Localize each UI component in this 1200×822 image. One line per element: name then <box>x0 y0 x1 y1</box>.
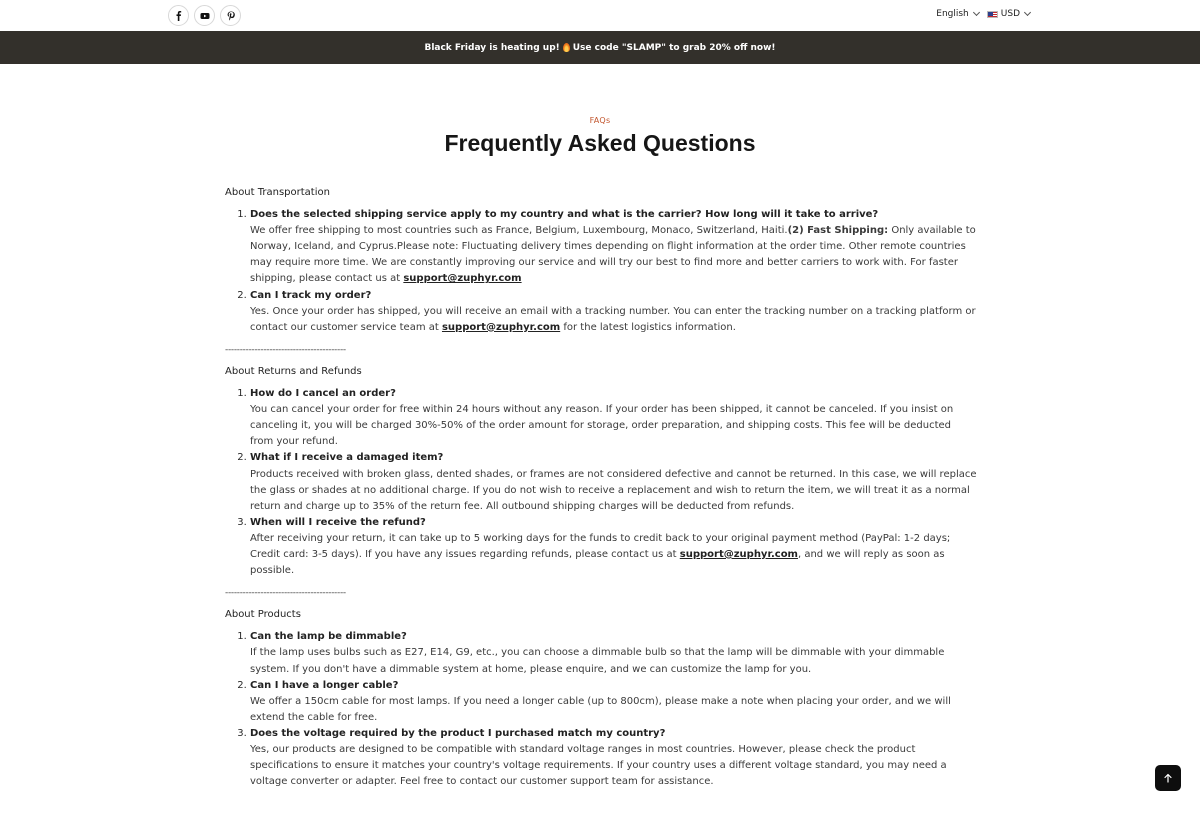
faq-list-transportation <box>225 207 977 336</box>
section-title-returns: About Returns and Refunds <box>225 365 362 377</box>
faq-answer: You can cancel your order for free within 24 hours without any reason. If your order has been shipped, it cannot be canceled. If you insist on canceling it, you will be charged 30%-50% of the order amount for storage, order preparation, and shipping costs. This fee will be deducted from your refund. <box>250 404 954 448</box>
youtube-icon <box>200 11 210 21</box>
page-title: Frequently Asked Questions <box>444 130 756 156</box>
back-to-top-button[interactable] <box>1155 765 1181 791</box>
faq-question: 1. How do I cancel an order? <box>250 388 396 400</box>
facebook-link[interactable] <box>168 5 189 26</box>
faq-answer: We offer a 150cm cable for most lamps. If you need a longer cable (up to 800cm), please make a note when placing your order, and we will extend the cable for free. <box>250 695 951 723</box>
currency-label: USD <box>1000 9 1020 19</box>
answer-text: , and we will reply as soon as possible. <box>250 548 945 577</box>
chevron-down-icon <box>1024 9 1031 16</box>
answer-text: Yes. Once your order has shipped, you will receive an email with a tracking number. You can enter the tracking number on a tracking platform or contact our customer service team at <box>250 305 976 333</box>
faq-item <box>250 207 977 287</box>
faq-content <box>225 185 977 790</box>
faq-answer: Yes, our products are designed to be compatible with standard voltage ranges in most countries. However, please check the product specifications to ensure it matches your country's voltage requirements. If your country uses a different voltage standard, you may need a voltage converter or adapter. Feel free to contact our customer support team for assistance. <box>250 744 947 788</box>
section-title-transportation: About Transportation <box>225 187 330 198</box>
faq-item <box>250 288 977 336</box>
language-label: English <box>936 9 969 19</box>
section-divider: ----------------------------------------- <box>225 588 346 599</box>
currency-selector[interactable] <box>987 9 1030 19</box>
pinterest-icon <box>226 11 236 21</box>
answer-text: for the latest logistics information. <box>560 321 736 333</box>
faq-question: 2. What if I receive a damaged item? <box>250 452 444 464</box>
announcement-text-end: Use code "SLAMP" to grab 20% off now! <box>572 42 776 53</box>
support-email-link[interactable]: support@zuphyr.com <box>403 273 522 285</box>
faq-item <box>250 386 977 450</box>
faq-answer <box>250 531 977 579</box>
faq-item <box>250 450 977 514</box>
faq-item <box>250 726 977 790</box>
facebook-icon <box>174 11 184 21</box>
announcement-bar <box>0 31 1200 64</box>
pinterest-link[interactable] <box>220 5 241 26</box>
youtube-link[interactable] <box>194 5 215 26</box>
page-eyebrow: FAQs <box>589 116 611 125</box>
faq-list-returns <box>225 386 977 579</box>
faq-answer <box>250 304 977 336</box>
section-title-products: About Products <box>225 609 301 621</box>
arrow-up-icon <box>1163 773 1173 783</box>
faq-item <box>250 515 977 579</box>
section-divider: ----------------------------------------- <box>225 344 346 355</box>
faq-question: 3. Does the voltage required by the product I purchased match my country? <box>250 727 666 739</box>
support-email-link[interactable]: support@zuphyr.com <box>679 548 798 560</box>
faq-answer <box>250 223 977 287</box>
faq-answer: Products received with broken glass, dented shades, or frames are not considered defective and cannot be returned. In this case, we will replace the glass or shades at no additional charge. If you do not wish to receive a replacement and wish to return the item, we will treat it as a normal return and charge up to 35% of the return fee. All outbound shipping charges will be deducted from refunds. <box>250 468 977 512</box>
fire-icon <box>563 43 570 52</box>
answer-text: After receiving your return, it can take up to 5 working days for the funds to credit back to your original payment method (PayPal: 1-2 days; Credit card: 3-5 days). If you have any issues regarding refunds, please contact us at <box>250 532 951 560</box>
faq-item <box>250 678 977 726</box>
faq-question: 1. Does the selected shipping service apply to my country and what is the carrier? How long will it take to arrive? <box>250 209 879 221</box>
faq-question: 2. Can I have a longer cable? <box>250 679 399 691</box>
top-bar <box>0 0 1200 31</box>
faq-question: 3. When will I receive the refund? <box>250 516 426 528</box>
faq-item <box>250 629 977 677</box>
locale-selectors <box>936 9 1030 19</box>
answer-text: Only available to Norway, Iceland, and Cyprus.Please note: Fluctuating delivery times depending on flight information at the order time. Other remote countries may require more time. We are constantly improving our service and will try our best to find more and better carriers to work with. For faster shipping, please contact us at <box>250 225 976 285</box>
faq-question: 1. Can the lamp be dimmable? <box>250 631 407 643</box>
faq-answer: If the lamp uses bulbs such as E27, E14, G9, etc., you can choose a dimmable bulb so that the lamp will be dimmable with your dimmable system. If you don't have a dimmable system at home, please enquire, and we can customize the lamp for you. <box>250 647 945 675</box>
faq-question: 2. Can I track my order? <box>250 289 372 301</box>
answer-text: We offer free shipping to most countries such as France, Belgium, Luxembourg, Monaco, Switzerland, Haiti. <box>250 225 788 237</box>
support-email-link[interactable]: support@zuphyr.com <box>441 321 561 333</box>
social-links <box>168 5 241 26</box>
us-flag-icon <box>987 11 998 18</box>
answer-emphasis: (2) Fast Shipping: <box>787 225 889 237</box>
language-selector[interactable] <box>936 9 979 19</box>
faq-list-products <box>225 629 977 790</box>
announcement-text-start: Black Friday is heating up! <box>424 42 560 53</box>
chevron-down-icon <box>973 9 980 16</box>
